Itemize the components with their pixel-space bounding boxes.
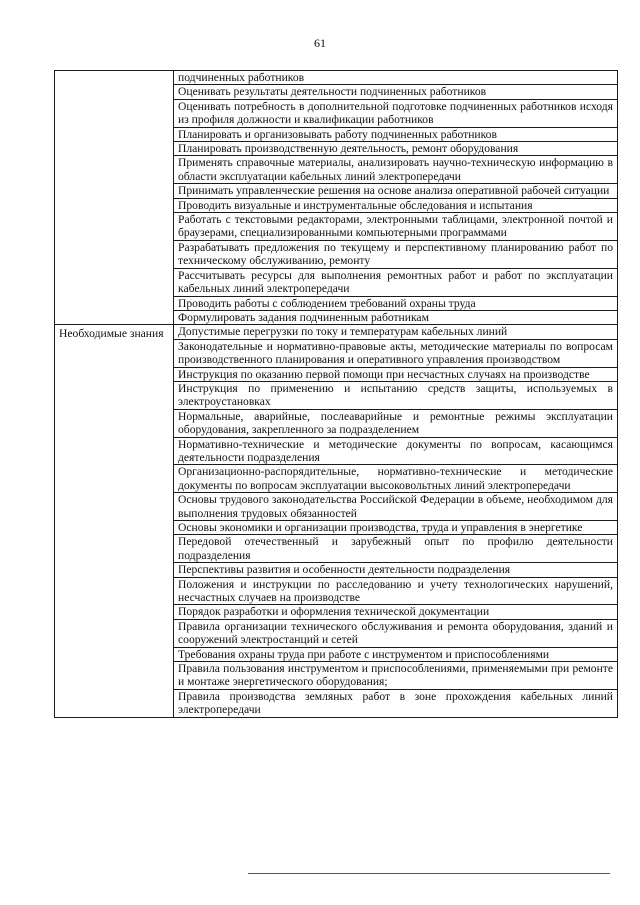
skill-item: Планировать и организовывать работу подчиненных работников: [174, 127, 618, 141]
knowledge-item: Организационно-распорядительные, нормативно-технические и методические документы по вопросам эксплуатации высоковольтных линий электропередачи: [174, 465, 618, 493]
knowledge-item: Требования охраны труда при работе с инструментом и приспособлениями: [174, 647, 618, 661]
skill-item: Проводить визуальные и инструментальные обследования и испытания: [174, 198, 618, 212]
knowledge-item: Инструкция по оказанию первой помощи при несчастных случаях на производстве: [174, 367, 618, 381]
knowledge-item: Правила пользования инструментом и приспособлениями, применяемыми при ремонте и монтаже энергетического оборудования;: [174, 662, 618, 690]
table-row: [55, 325, 618, 339]
requirements-table: [54, 70, 618, 718]
knowledge-item: Допустимые перегрузки по току и температурам кабельных линий: [174, 325, 618, 339]
knowledge-item: Основы экономики и организации производства, труда и управления в энергетике: [174, 521, 618, 535]
skill-item: Проводить работы с соблюдением требований охраны труда: [174, 296, 618, 310]
skill-item: Формулировать задания подчиненным работникам: [174, 310, 618, 324]
table-row: [55, 71, 618, 85]
knowledge-item: Положения и инструкции по расследованию и учету технологических нарушений, несчастных случаев на производстве: [174, 577, 618, 605]
knowledge-item: Нормативно-технические и методические документы по вопросам, касающимся деятельности подразделения: [174, 437, 618, 465]
skill-item: Применять справочные материалы, анализировать научно-техническую информацию в области эксплуатации кабельных линий электропередачи: [174, 156, 618, 184]
page-bottom-divider: [248, 873, 610, 874]
skill-item: Оценивать результаты деятельности подчиненных работников: [174, 85, 618, 99]
knowledge-item: Законодательные и нормативно-правовые акты, методические материалы по вопросам производственного планирования и оперативного управления производством: [174, 339, 618, 367]
knowledge-item: Правила организации технического обслуживания и ремонта оборудования, зданий и сооружений электростанций и сетей: [174, 619, 618, 647]
knowledge-item: Нормальные, аварийные, послеаварийные и ремонтные режимы эксплуатации оборудования, закрепленного за подразделением: [174, 409, 618, 437]
knowledge-item: Передовой отечественный и зарубежный опыт по профилю деятельности подразделения: [174, 535, 618, 563]
skill-item: подчиненных работников: [174, 71, 618, 85]
skill-item: Планировать производственную деятельность, ремонт оборудования: [174, 142, 618, 156]
skill-item: Разрабатывать предложения по текущему и перспективному планированию работ по техническому обслуживанию, ремонту: [174, 240, 618, 268]
page-number: 61: [314, 36, 326, 50]
knowledge-item: Инструкция по применению и испытанию средств защиты, используемых в электроустановках: [174, 381, 618, 409]
skill-item: Принимать управленческие решения на основе анализа оперативной рабочей ситуации: [174, 184, 618, 198]
skill-item: Оценивать потребность в дополнительной подготовке подчиненных работников исходя из профиля должности и квалификации работников: [174, 99, 618, 127]
knowledge-label: Необходимые знания: [55, 325, 174, 717]
knowledge-item: Порядок разработки и оформления технической документации: [174, 605, 618, 619]
knowledge-item: Основы трудового законодательства Российской Федерации в объеме, необходимом для выполнения трудовых обязанностей: [174, 493, 618, 521]
skill-item: Рассчитывать ресурсы для выполнения ремонтных работ и работ по эксплуатации кабельных линий электропередачи: [174, 268, 618, 296]
skills-label-cell: [55, 71, 174, 325]
knowledge-item: Перспективы развития и особенности деятельности подразделения: [174, 563, 618, 577]
skill-item: Работать с текстовыми редакторами, электронными таблицами, электронной почтой и браузерами, специализированными компьютерными программами: [174, 213, 618, 241]
knowledge-item: Правила производства земляных работ в зоне прохождения кабельных линий электропередачи: [174, 689, 618, 717]
